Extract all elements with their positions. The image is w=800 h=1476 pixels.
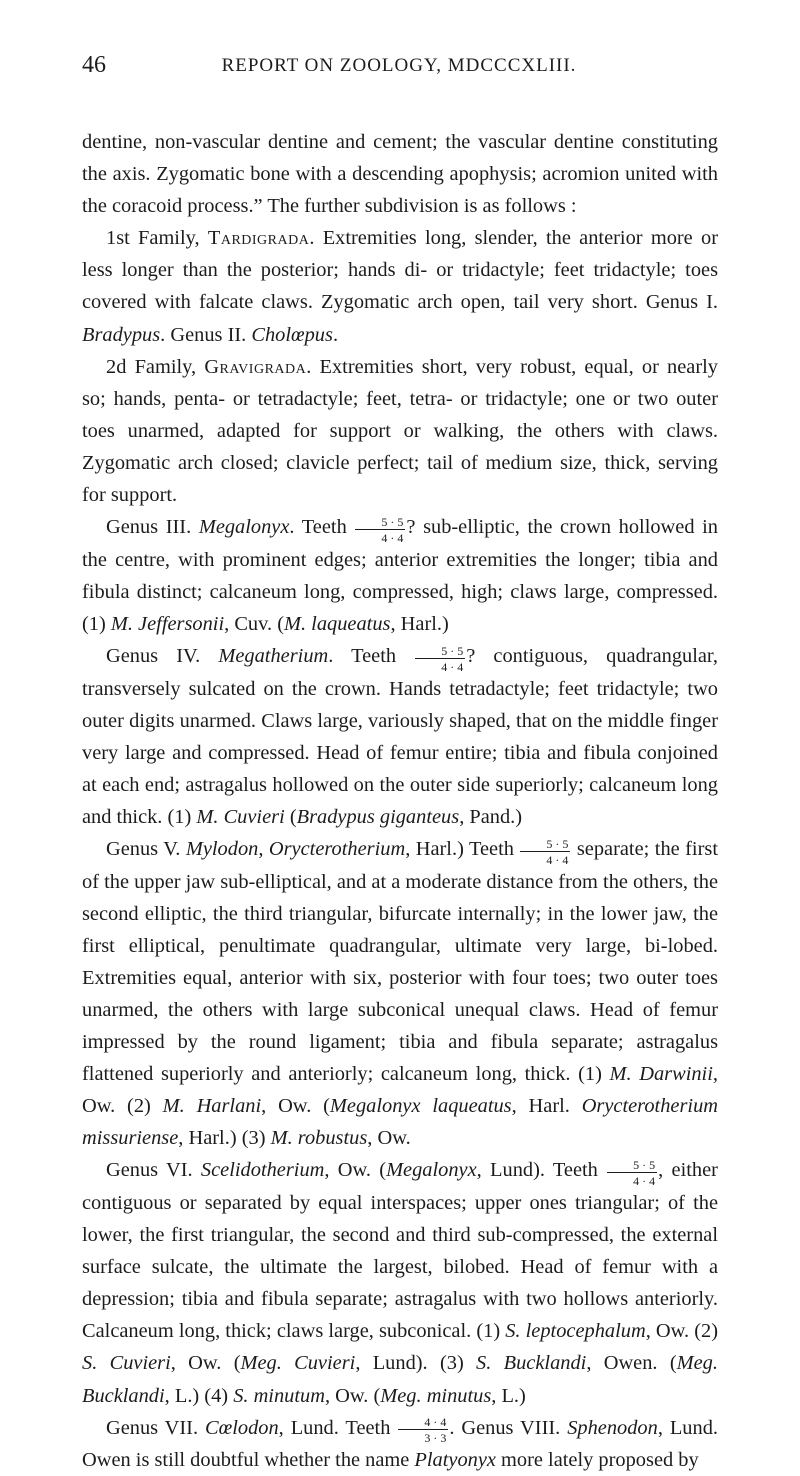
text-run: more lately proposed by: [495, 1449, 699, 1472]
formula-lower: 3 · 3: [424, 1431, 447, 1446]
text-run: , Ow.: [367, 1127, 411, 1150]
species-name: M. Cuvieri: [196, 805, 285, 828]
formula-lower: 4 · 4: [441, 659, 464, 674]
paragraph-genus-megalonyx: [82, 511, 718, 640]
text-run: . Extremities short, very robust, equal, or nearly so; hands, penta- or tetradactyle; feet, tetra- or tridactyle; one or two outer toes unarmed, adapted for support or walking, the others with claws. Zygomatic arch closed; clavicle perfect; tail of medium size, thick, serving for support.: [82, 355, 718, 507]
text-run: 1st Family,: [106, 227, 208, 250]
formula-lower: 4 · 4: [633, 1173, 656, 1188]
genus-name: Sphenodon: [567, 1416, 658, 1439]
text-run: ? contiguous, quadrangular, transversely sulcated on the crown. Hands tetradactyle; feet tridactyle; two outer digits unarmed. Claws large, variously shaped, that on the middle finger very large and compressed. Head of femur entire; tibia and fibula conjoined at each end; astragalus hollowed on the outer side superiorly; calcaneum long and thick. (1): [82, 644, 718, 828]
dental-formula: [355, 516, 405, 544]
family-name: Tardigrada: [207, 227, 310, 250]
text-run: , L.) (4): [164, 1384, 234, 1407]
paragraph-genus-megatherium: [82, 640, 718, 833]
formula-upper: 5 · 5: [415, 645, 465, 659]
text-run: . Teeth: [328, 644, 415, 667]
text-run: Genus VII.: [106, 1416, 206, 1439]
text-run: , Harl.) (3): [178, 1127, 271, 1150]
formula-upper: 5 · 5: [607, 1159, 657, 1173]
body-text: [82, 126, 718, 1476]
genus-name: Cœlodon: [205, 1416, 279, 1439]
text-run: . Genus II.: [160, 323, 252, 346]
paragraph-genus-coelodon: [82, 1412, 718, 1476]
species-name: S. leptocephalum: [505, 1320, 646, 1343]
species-name: Meg. Bucklandi: [82, 1352, 718, 1407]
genus-name: Scelidotherium: [200, 1159, 325, 1182]
species-name: Bradypus giganteus: [296, 805, 460, 828]
species-name: Orycterotherium missuriense: [82, 1095, 718, 1150]
text-run: , Ow. (2): [82, 1063, 718, 1118]
species-name: M. robustus: [270, 1127, 368, 1150]
paragraph-tardigrada: [82, 222, 718, 350]
genus-name: Mylodon, Orycterotherium: [185, 838, 406, 860]
formula-lower: 4 · 4: [546, 852, 569, 867]
species-name: M. Jeffersonii: [110, 612, 225, 635]
text-run: ? sub-elliptic, the crown hollowed in the centre, with prominent edges; anterior extremities the longer; tibia and fibula distinct; calcaneum long, compressed, high; claws large, compressed. (1): [82, 516, 719, 635]
text-run: , Lund). Teeth: [476, 1159, 607, 1182]
text-run: , Ow. (: [261, 1095, 330, 1118]
text-run: , Ow. (: [324, 1384, 381, 1407]
text-run: . Teeth: [289, 516, 355, 539]
text-run: , Cuv. (: [224, 612, 284, 635]
species-name: S. minutum: [233, 1384, 325, 1407]
text-run: , Harl.) Teeth: [405, 838, 520, 860]
formula-lower: 4 · 4: [381, 530, 404, 545]
page-header: [82, 52, 716, 82]
text-run: , Harl.): [390, 612, 449, 635]
formula-upper: 5 · 5: [520, 838, 570, 852]
text-run: 2d Family,: [106, 355, 205, 378]
text-run: , Ow. (: [324, 1159, 387, 1182]
species-name: M. Harlani: [162, 1095, 262, 1118]
text-run: Genus IV.: [106, 644, 219, 667]
species-name: M. Darwinii: [609, 1063, 713, 1086]
text-run: , Lund. Teeth: [278, 1416, 398, 1439]
genus-name: Megatherium: [218, 644, 329, 667]
genus-name: Megalonyx: [198, 516, 290, 539]
dental-formula: [415, 645, 465, 673]
text-run: Genus III.: [106, 516, 199, 539]
running-head: REPORT ON ZOOLOGY, MDCCCXLIII.: [221, 55, 577, 76]
genus-name: Megalonyx: [386, 1159, 477, 1182]
paragraph-intro: [82, 126, 718, 222]
species-name: Meg. minutus: [380, 1384, 492, 1407]
paragraph-gravigrada: [82, 351, 718, 511]
text-run: Genus VI.: [106, 1159, 201, 1182]
species-name: S. Cuvieri: [82, 1352, 171, 1375]
text-run: , Ow. (2): [645, 1320, 718, 1343]
paragraph-genus-mylodon: [82, 833, 718, 1154]
text-run: separate; the first of the upper jaw sub-elliptical, and at a moderate distance from the others, the second elliptic, the third triangular, bifurcate internally; in the lower jaw, the first elliptical, penultimate quadrangular, ultimate very large, bi-lobed. Extremities equal, anterior with six, posterior with four toes; two outer toes unarmed, the others with large subconical unequal claws. Head of femur impressed by the round ligament; tibia and fibula separate; astragalus flattened superiorly and anteriorly; calcaneum long, thick. (1): [82, 838, 718, 1086]
text-run: , either contiguous or separated by equal interspaces; upper ones triangular; of the lower, the first triangular, the second and third sub-compressed, the external surface sulcate, the ultimate the largest, bilobed. Head of femur with a depression; tibia and fibula separate; astragalus with two hollows anteriorly. Calcaneum long, thick; claws large, subconical. (1): [82, 1159, 718, 1343]
text-run: , Owen. (: [586, 1352, 677, 1375]
genus-name: Bradypus: [82, 323, 161, 346]
text-run: (: [284, 805, 297, 828]
species-name: Megalonyx laqueatus: [329, 1095, 512, 1118]
text-run: , Ow. (: [170, 1352, 241, 1375]
dental-formula: [398, 1416, 448, 1444]
species-name: Meg. Cuvieri: [240, 1352, 356, 1375]
formula-upper: 5 · 5: [355, 516, 405, 530]
dental-formula: [520, 838, 570, 866]
formula-upper: 4 · 4: [398, 1416, 448, 1430]
species-name: M. laqueatus: [284, 612, 391, 635]
text-run: Genus V.: [106, 838, 186, 860]
text-run: , L.): [491, 1384, 526, 1407]
genus-name: Cholœpus: [251, 323, 333, 346]
text-run: , Lund. Owen is still doubtful whether the name: [82, 1416, 718, 1472]
text-run: . Extremities long, slender, the anterior more or less longer than the posterior; hands di- or tridactyle; feet tridactyle; toes covered with falcate claws. Zygomatic arch open, tail very short. Genus I.: [82, 227, 718, 314]
text-run: , Pand.): [459, 805, 523, 828]
genus-name: Platyonyx: [414, 1449, 496, 1472]
text-run: .: [332, 323, 339, 346]
page-number: 46: [82, 52, 106, 78]
text-run: , Harl.: [511, 1095, 582, 1118]
text-run: , Lund). (3): [355, 1352, 477, 1375]
text-run: dentine, non-vascular dentine and cement; the vascular dentine constituting the axis. Zygomatic bone with a descending apophysis; acromion united with the coracoid process.” The further subdivision is as follows :: [82, 131, 718, 218]
text-run: . Genus VIII.: [449, 1416, 568, 1439]
paragraph-genus-scelidotherium: [82, 1154, 718, 1411]
species-name: S. Bucklandi: [476, 1352, 587, 1375]
dental-formula: [607, 1159, 657, 1187]
family-name: Gravigrada: [204, 355, 307, 378]
